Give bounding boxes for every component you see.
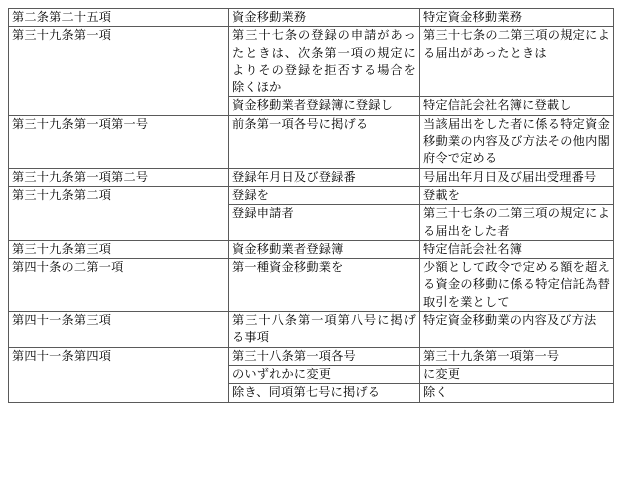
after-text: 号届出年月日及び届出受理番号 (423, 169, 597, 184)
document-page (8, 8, 613, 403)
before-cell (229, 205, 420, 241)
before-cell (229, 97, 420, 115)
before-text: 第三十八条第一項第八号に掲げる事項 (232, 313, 416, 345)
header-before-text: 資金移動業務 (232, 10, 307, 24)
before-cell (229, 186, 420, 204)
before-cell (229, 312, 420, 348)
before-cell (229, 240, 420, 258)
before-text: 前条第一項各号に掲げる (232, 116, 369, 131)
header-provision-text: 第二条第二十五項 (12, 10, 112, 24)
provision-text: 第四十一条第四項 (12, 348, 112, 363)
table-row (9, 115, 614, 168)
after-text: に変更 (423, 366, 461, 381)
before-text: のいずれかに変更 (232, 366, 332, 381)
after-cell (420, 97, 614, 115)
provision-cell (9, 240, 229, 258)
after-cell (420, 168, 614, 186)
after-cell (420, 115, 614, 168)
provision-text: 第三十九条第三項 (12, 241, 112, 256)
after-cell (420, 27, 614, 97)
provision-cell (9, 259, 229, 312)
after-text: 第三十七条の二第三項の規定による届出があったときは (423, 28, 610, 60)
header-cell-before (229, 9, 420, 27)
after-cell (420, 205, 614, 241)
after-cell (420, 312, 614, 348)
after-cell (420, 240, 614, 258)
provision-text: 第三十九条第一項 (12, 28, 112, 43)
before-cell (229, 27, 420, 97)
before-text: 第三十八条第一項各号 (232, 348, 356, 363)
table-row (9, 168, 614, 186)
provision-cell (9, 168, 229, 186)
before-cell (229, 365, 420, 383)
provision-text: 第四十一条第三項 (12, 313, 112, 328)
before-text: 資金移動業者登録簿 (232, 241, 344, 256)
provision-text: 第三十九条第一項第二号 (12, 169, 149, 184)
before-cell (229, 347, 420, 365)
after-cell (420, 186, 614, 204)
before-cell (229, 168, 420, 186)
provision-cell (9, 115, 229, 168)
before-cell (229, 259, 420, 312)
provision-cell (9, 27, 229, 115)
after-cell (420, 259, 614, 312)
before-cell (229, 115, 420, 168)
table-row (9, 240, 614, 258)
before-text: 登録年月日及び登録番 (232, 169, 356, 184)
after-cell (420, 365, 614, 383)
provision-cell (9, 186, 229, 240)
provision-text: 第三十九条第一項第一号 (12, 116, 149, 131)
header-cell-after (420, 9, 614, 27)
after-text: 第三十七条の二第三項の規定による届出をした者 (423, 206, 610, 238)
table-header-row (9, 9, 614, 27)
before-text: 除き、同項第七号に掲げる (232, 385, 381, 400)
after-text: 少額として政令で定める額を超える資金の移動に係る特定信託為替取引を業として (423, 260, 610, 309)
table-row (9, 186, 614, 204)
after-text: 登載を (423, 187, 461, 202)
table-row (9, 27, 614, 97)
before-text: 資金移動業者登録簿に登録し (232, 98, 394, 113)
table-row (9, 312, 614, 348)
provision-text: 第四十条の二第一項 (12, 260, 124, 275)
after-cell (420, 347, 614, 365)
provision-text: 第三十九条第二項 (12, 187, 112, 202)
before-text: 登録申請者 (232, 206, 294, 221)
after-text: 特定信託会社名簿に登載し (423, 98, 572, 113)
provision-cell (9, 347, 229, 402)
after-text: 特定資金移動業の内容及び方法 (423, 313, 597, 328)
after-text: 第三十九条第一項第一号 (423, 348, 560, 363)
table-row (9, 347, 614, 365)
after-text: 除く (423, 385, 448, 400)
replacement-table (8, 8, 614, 403)
provision-cell (9, 312, 229, 348)
after-cell (420, 384, 614, 402)
before-cell (229, 384, 420, 402)
header-cell-provision (9, 9, 229, 27)
header-after-text: 特定資金移動業務 (423, 10, 523, 24)
after-text: 当該届出をした者に係る特定資金移動業の内容及び方法その他内閣府令で定める (423, 116, 610, 166)
before-text: 第三十七条の登録の申請があったときは、次条第一項の規定によりその登録を拒否する場合を除くほか (232, 28, 416, 95)
before-text: 第一種資金移動業を (232, 260, 344, 275)
before-text: 登録を (232, 187, 270, 202)
after-text: 特定信託会社名簿 (423, 241, 523, 256)
table-row (9, 259, 614, 312)
